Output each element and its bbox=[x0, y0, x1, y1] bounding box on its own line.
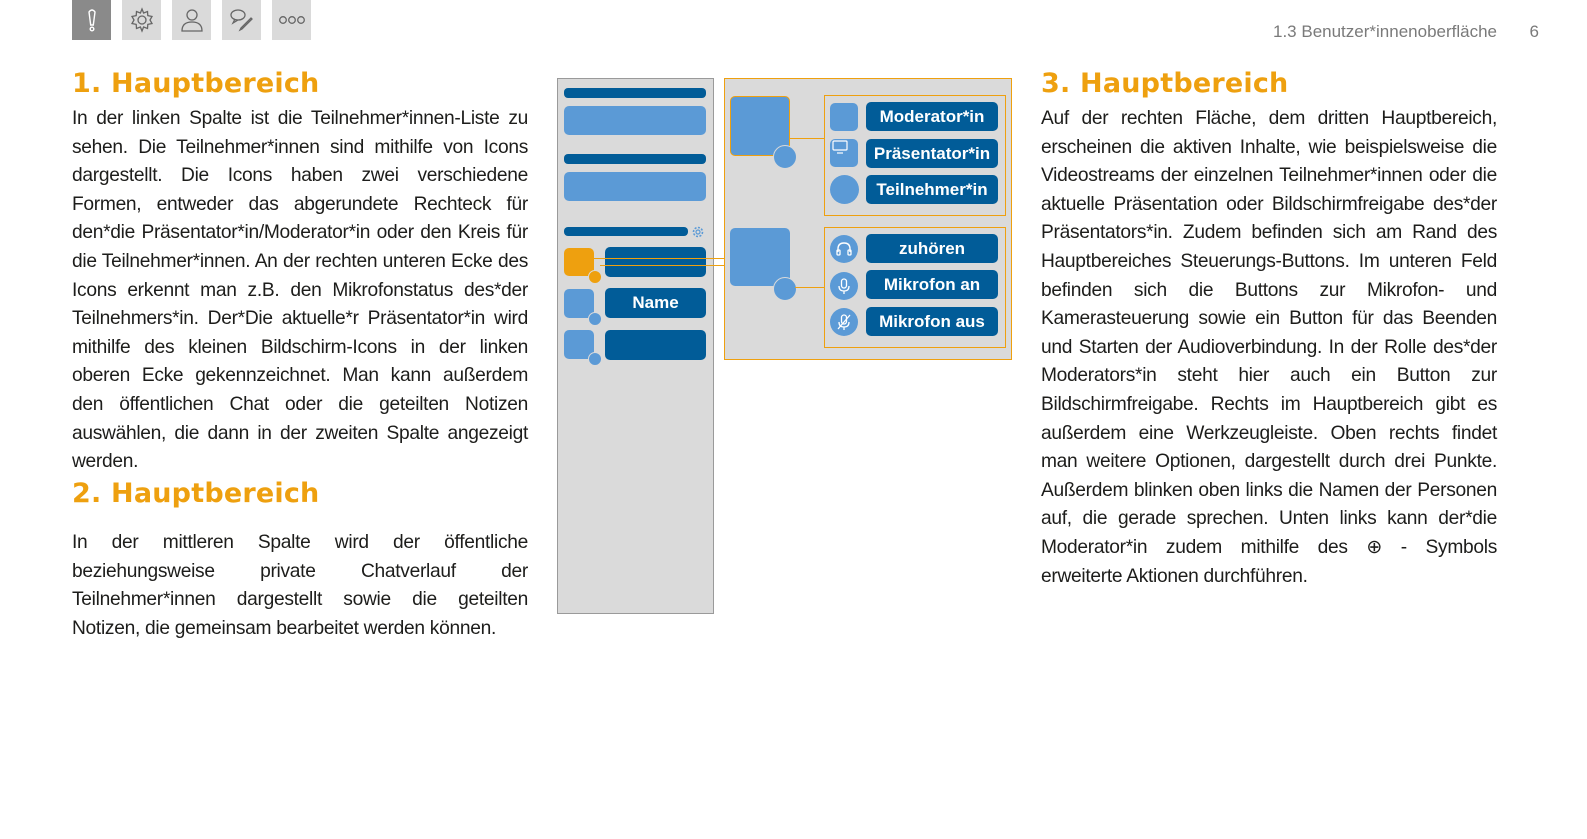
audio-mic-on: Mikrofon an bbox=[866, 270, 998, 299]
gear-icon bbox=[128, 6, 156, 34]
role-participant: Teilnehmer*in bbox=[866, 175, 998, 204]
section-3-title: 3. Hauptbereich bbox=[1041, 68, 1289, 99]
role-connector bbox=[789, 138, 825, 139]
notes-tab[interactable] bbox=[222, 0, 261, 40]
section-2 bbox=[72, 478, 528, 643]
more-dots-icon bbox=[278, 6, 306, 34]
page-number: 6 bbox=[1529, 22, 1539, 41]
audio-listen: zuhören bbox=[866, 234, 998, 263]
running-head: 1.3 Benutzer*innenoberfläche bbox=[1273, 22, 1497, 41]
list-header-bar bbox=[564, 154, 706, 164]
connector-line bbox=[600, 265, 725, 266]
users-header-bar bbox=[564, 227, 688, 236]
section-3 bbox=[1041, 68, 1497, 591]
audio-connector bbox=[795, 287, 825, 288]
section-1-text: In der linken Spalte ist die Teilnehmer*innen-Liste zu sehen. Die Teilnehmer*innen sind mithilfe von Icons dargestellt. Die Icons haben zwei verschiedene Formen, entweder das abgerundete Rechteck für den*die Präsentator*in/Moderator*in oder den Kreis für die Teilnehmer*innen. An der rechten unteren Ecke des Icons erkennt man z.B. den Mikrofonstatus des*der Teilnehmers*in. Der*Die aktuelle*r Präsentator*in wird mithilfe des kleinen Bildschirm-Icons in der linken oberen Ecke gekennzeichnet. Man kann außerdem den öffentlichen Chat oder die geteilten Notizen auswählen, die dann in der zweiten Spalte angezeigt werden. bbox=[72, 108, 528, 473]
headphones-badge bbox=[830, 235, 858, 263]
participant-name-label: Name bbox=[605, 288, 706, 318]
section-1 bbox=[72, 68, 528, 477]
section-2-text: In der mittleren Spalte wird der öffentliche beziehungsweise private Chatverlauf der Teilnehmer*innen dargestellt sowie die geteilten Notizen, die gemeinsam bearbeitet werden können. bbox=[72, 532, 528, 639]
participant-name-bar bbox=[605, 330, 706, 360]
section-1-title: 1. Hauptbereich bbox=[72, 68, 320, 99]
microphone-muted-badge bbox=[830, 308, 858, 336]
audio-mic-off: Mikrofon aus bbox=[866, 307, 998, 336]
headphones-icon bbox=[834, 239, 854, 259]
list-item-block bbox=[564, 172, 706, 201]
moderator-icon-shape bbox=[830, 103, 858, 131]
section-2-title: 2. Hauptbereich bbox=[72, 478, 320, 509]
person-icon bbox=[178, 6, 206, 34]
info-tab[interactable] bbox=[72, 0, 111, 40]
list-item-block bbox=[564, 106, 706, 135]
info-icon bbox=[78, 6, 106, 34]
microphone-muted-icon bbox=[834, 312, 854, 332]
participant-name-bar bbox=[605, 247, 706, 277]
chapter-toolbar bbox=[72, 0, 311, 40]
participant-icon-shape bbox=[830, 175, 859, 204]
more-tab[interactable] bbox=[272, 0, 311, 40]
role-shape-dot bbox=[773, 145, 797, 169]
microphone-icon bbox=[834, 276, 854, 296]
connector-line bbox=[594, 258, 725, 259]
settings-tab[interactable] bbox=[122, 0, 161, 40]
microphone-badge bbox=[830, 272, 858, 300]
users-tab[interactable] bbox=[172, 0, 211, 40]
edit-comment-icon bbox=[228, 6, 256, 34]
participant-status-dot bbox=[588, 352, 602, 366]
participant-status-dot bbox=[588, 312, 602, 326]
role-presenter: Präsentator*in bbox=[866, 139, 998, 168]
section-3-text: Auf der rechten Fläche, dem dritten Hauptbereich, erscheinen die aktiven Inhalte, wie beispielsweise die Videostreams der einzelnen Teilnehmer*innen oder die aktuelle Präsentation oder Bildschirmfreigabe des*der Präsentators*in. Zudem befinden sich am Rand des Hauptbereiches Steuerungs-Buttons. Im unteren Feld befinden sich die Buttons zur Mikrofon- und Kamerasteuerung sowie ein Button für das Beenden und Starten der Audioverbindung. In der Rolle des*der Moderators*in steht hier auch ein Button zur Bildschirmfreigabe. Rechts im Hauptbereich gibt es außerdem eine Werkzeugleiste. Oben rechts findet man weitere Optionen, dargestellt durch drei Punkte. Außerdem blinken oben links die Namen der Personen auf, die gerade sprechen. Unten links kann der*die Moderator*in zudem mithilfe des ⊕ - Symbols erweiterte Aktionen durchführen. bbox=[1041, 108, 1497, 587]
screen-icon bbox=[832, 140, 848, 154]
role-moderator: Moderator*in bbox=[866, 102, 998, 131]
audio-shape-dot bbox=[773, 277, 797, 301]
presenter-status-dot bbox=[588, 270, 602, 284]
list-header-bar bbox=[564, 88, 706, 98]
settings-icon bbox=[692, 226, 704, 238]
